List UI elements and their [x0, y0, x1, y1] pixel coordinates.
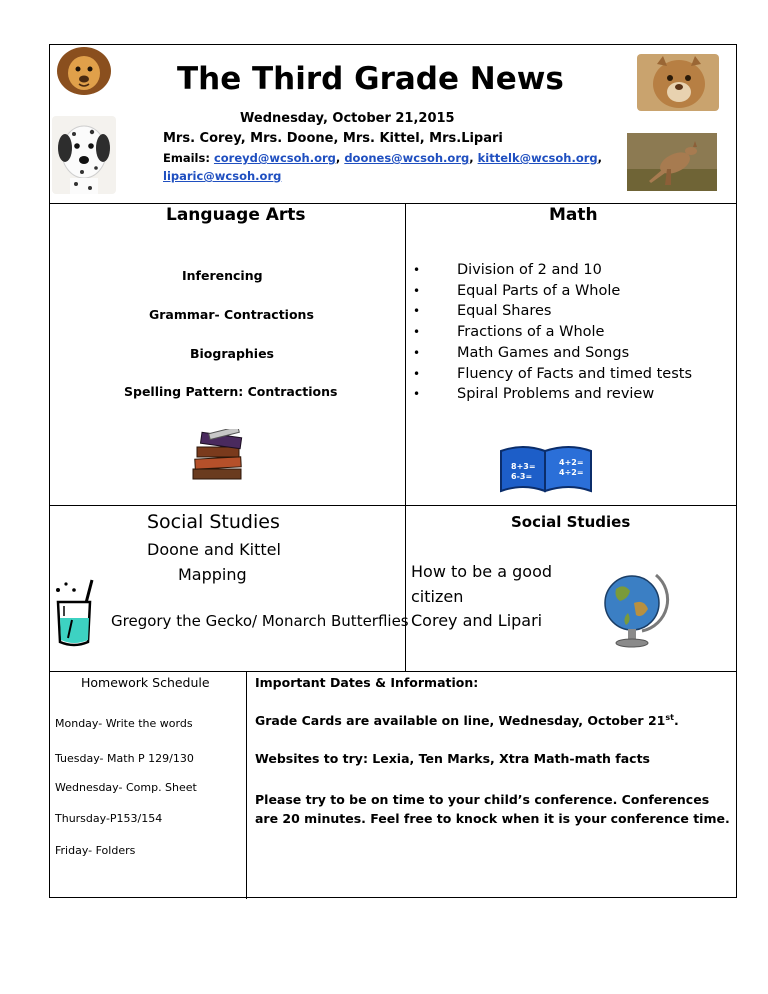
language-arts-title: Language Arts [166, 205, 306, 225]
homework-item: Friday- Folders [55, 844, 136, 857]
email-link-doone[interactable]: doones@wcsoh.org [344, 151, 470, 165]
svg-text:4÷2=: 4÷2= [559, 468, 584, 477]
websites-note: Websites to try: Lexia, Ten Marks, Xtra Math-math facts [255, 751, 650, 766]
email-sep: , [597, 151, 603, 165]
math-item: • Fluency of Facts and timed tests [409, 364, 692, 385]
social-studies-right-title: Social Studies [511, 513, 631, 531]
email-link-lipari[interactable]: liparic@wcsoh.org [163, 169, 282, 183]
issue-date: Wednesday, October 21,2015 [240, 111, 455, 126]
ss-left-subtopic: Gregory the Gecko/ Monarch Butterflies [111, 612, 409, 630]
grade-cards-sup: st [665, 713, 674, 722]
social-studies-left-title: Social Studies [147, 511, 280, 533]
math-item: • Math Games and Songs [409, 343, 692, 364]
emails-label: Emails: [163, 151, 210, 165]
email-sep: , [469, 151, 474, 165]
grade-cards-text: Grade Cards are available on line, Wednesday, October 21 [255, 713, 666, 729]
important-title: Important Dates & Information: [255, 675, 479, 690]
la-item: Spelling Pattern: Contractions [124, 384, 338, 399]
math-title: Math [549, 205, 598, 225]
teacher-names: Mrs. Corey, Mrs. Doone, Mrs. Kittel, Mrs.Lipari [163, 131, 503, 146]
math-item: • Equal Shares [409, 301, 692, 322]
homework-item: Monday- Write the words [55, 717, 193, 730]
math-list [409, 260, 692, 405]
svg-text:6-3=: 6-3= [511, 472, 533, 481]
ss-right-teachers: Corey and Lipari [411, 611, 543, 630]
la-item: Biographies [190, 346, 274, 361]
svg-text:8+3=: 8+3= [511, 462, 536, 471]
math-item: • Fractions of a Whole [409, 322, 692, 343]
grade-cards-end: . [673, 713, 679, 729]
email-link-kittel[interactable]: kittelk@wcsoh.org [477, 151, 598, 165]
math-item: • Division of 2 and 10 [409, 260, 692, 281]
ss-left-topic: Mapping [178, 565, 247, 584]
ss-left-teachers: Doone and Kittel [147, 540, 281, 559]
emails [163, 149, 603, 185]
grade-cards-note [255, 713, 679, 728]
homework-item: Wednesday- Comp. Sheet [55, 781, 197, 794]
math-item: • Equal Parts of a Whole [409, 281, 692, 302]
footer-divider [50, 671, 736, 672]
ss-right-line2: citizen [411, 587, 464, 606]
conference-note: Please try to be on time to your child’s conference. Conferences are 20 minutes. Feel free to knock when it is your conference time. [255, 792, 730, 826]
homework-item: Thursday-P153/154 [55, 812, 163, 825]
row-divider [50, 505, 736, 506]
email-sep: , [335, 151, 341, 165]
footer-column-divider [246, 671, 247, 899]
homework-title: Homework Schedule [81, 675, 210, 690]
la-item: Grammar- Contractions [149, 307, 314, 322]
column-divider [405, 203, 406, 671]
math-item: • Spiral Problems and review [409, 384, 692, 405]
page-title: The Third Grade News [177, 61, 564, 97]
ss-right-line1: How to be a good [411, 562, 553, 581]
homework-item: Tuesday- Math P 129/130 [55, 752, 194, 765]
svg-text:4+2=: 4+2= [559, 458, 584, 467]
header-divider [50, 203, 736, 204]
la-item: Inferencing [182, 268, 263, 283]
email-link-corey[interactable]: coreyd@wcsoh.org [213, 151, 336, 165]
